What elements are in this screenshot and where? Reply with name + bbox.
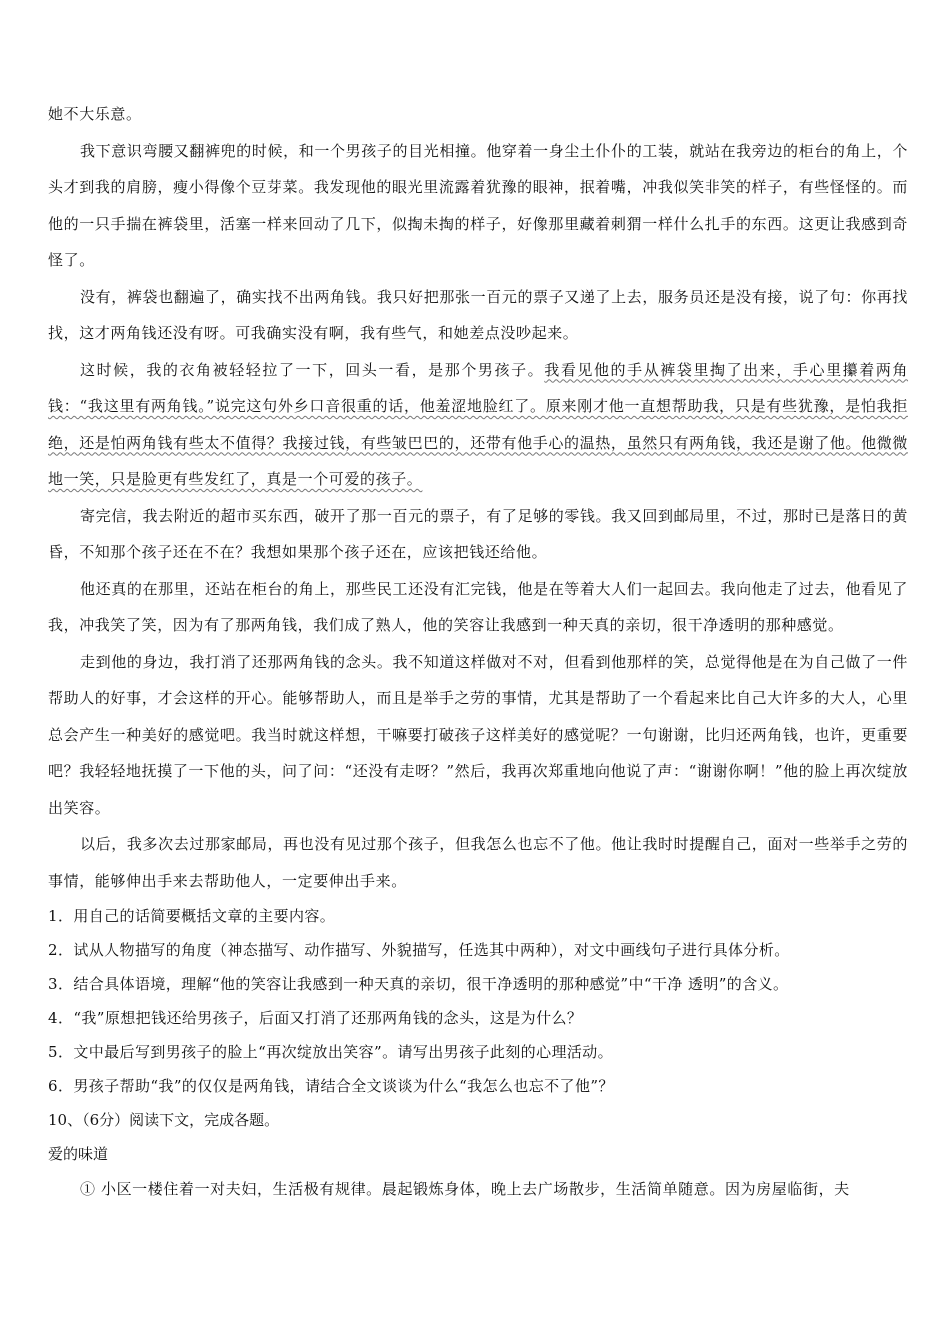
section-10-paragraph-1: ① 小区一楼住着一对夫妇，生活极有规律。晨起锻炼身体，晚上去广场散步，生活简单随意。因为房屋临街，夫	[80, 1180, 850, 1198]
question-6: 6．男孩子帮助“我”的仅仅是两角钱，请结合全文谈谈为什么“我怎么也忘不了他”？	[48, 1077, 614, 1095]
paragraph-4: 寄完信，我去附近的超市买东西，破开了那一百元的票子，有了足够的零钱。我又回到邮局里，不过，那时已是落日的黄昏，不知那个孩子还在不在？我想如果那个孩子还在，应该把钱还给他。	[48, 506, 908, 561]
paragraph-5: 他还真的在那里，还站在柜台的角上，那些民工还没有汇完钱，他是在等着大人们一起回去。我向他走了过去，他看见了我，冲我笑了笑，因为有了那两角钱，我们成了熟人，他的笑容让我感到一种天真的亲切，很干净透明的那种感觉。	[48, 579, 908, 634]
paragraph-3	[48, 352, 908, 498]
paragraph-2: 没有，裤袋也翻遍了，确实找不出两角钱。我只好把那张一百元的票子又递了上去，服务员还是没有接，说了句：你再找找，这才两角钱还没有呀。可我确实没有啊，我有些气，和她差点没吵起来。	[48, 287, 908, 342]
question-1: 1．用自己的话简要概括文章的主要内容。	[48, 907, 336, 925]
question-5: 5．文中最后写到男孩子的脸上“再次绽放出笑容”。请写出男孩子此刻的心理活动。	[48, 1043, 614, 1061]
question-3: 3．结合具体语境，理解“他的笑容让我感到一种天真的亲切，很干净透明的那种感觉”中“干净 透明”的含义。	[48, 975, 789, 993]
paragraph-3-lead: 这时候，我的衣角被轻轻拉了一下，回头一看，是那个男孩子。	[80, 360, 545, 379]
paragraph-1: 我下意识弯腰又翻裤兜的时候，和一个男孩子的目光相撞。他穿着一身尘土仆仆的工装，就站在我旁边的柜台的角上，个头才到我的肩膀，瘦小得像个豆芽菜。我发现他的眼光里流露着犹豫的眼神，抿着嘴，冲我似笑非笑的样子，有些怪怪的。而他的一只手揣在裤袋里，活塞一样来回动了几下，似掏未掏的样子，好像那里藏着刺猬一样什么扎手的东西。这更让我感到奇怪了。	[48, 141, 908, 269]
paragraph-7: 以后，我多次去过那家邮局，再也没有见过那个孩子，但我怎么也忘不了他。他让我时时提醒自己，面对一些举手之劳的事情，能够伸出手来去帮助他人，一定要伸出手来。	[48, 835, 908, 890]
article-title: 爱的味道	[48, 1145, 109, 1163]
paragraph-0: 她不大乐意。	[48, 105, 142, 123]
section-10-heading: 10、（6分）阅读下文，完成各题。	[48, 1111, 280, 1129]
question-2: 2．试从人物描写的角度（神态描写、动作描写、外貌描写，任选其中两种），对文中画线句子进行具体分析。	[48, 941, 790, 959]
question-4: 4．“我”原想把钱还给男孩子，后面又打消了还那两角钱的念头，这是为什么？	[48, 1009, 583, 1027]
paragraph-6: 走到他的身边，我打消了还那两角钱的念头。我不知道这样做对不对，但看到他那样的笑，总觉得他是在为自己做了一件帮助人的好事，才会这样的开心。能够帮助人，而且是举手之劳的事情，尤其是帮助了一个看起来比自己大许多的大人，心里总会产生一种美好的感觉吧。我当时就这样想，干嘛要打破孩子这样美好的感觉呢？一句谢谢，比归还两角钱，也许，更重要吧？我轻轻地抚摸了一下他的头，问了问：“还没有走呀？”然后，我再次郑重地向他说了声：“谢谢你啊！”他的脸上再次绽放出笑容。	[48, 652, 908, 817]
document-content	[48, 96, 908, 1208]
underlined-sentence: 我看见他的手从裤袋里掏了出来，手心里攥着两角钱：“我这里有两角钱。”说完这句外乡口音很重的话，他羞涩地脸红了。原来刚才他一直想帮助我，只是有些犹豫，是怕我拒绝，还是怕两角钱有些太不值得？我接过钱，有些皱巴巴的，还带有他手心的温热，虽然只有两角钱，我还是谢了他。他微微地一笑，只是脸更有些发红了，真是一个可爱的孩子。	[48, 360, 909, 488]
